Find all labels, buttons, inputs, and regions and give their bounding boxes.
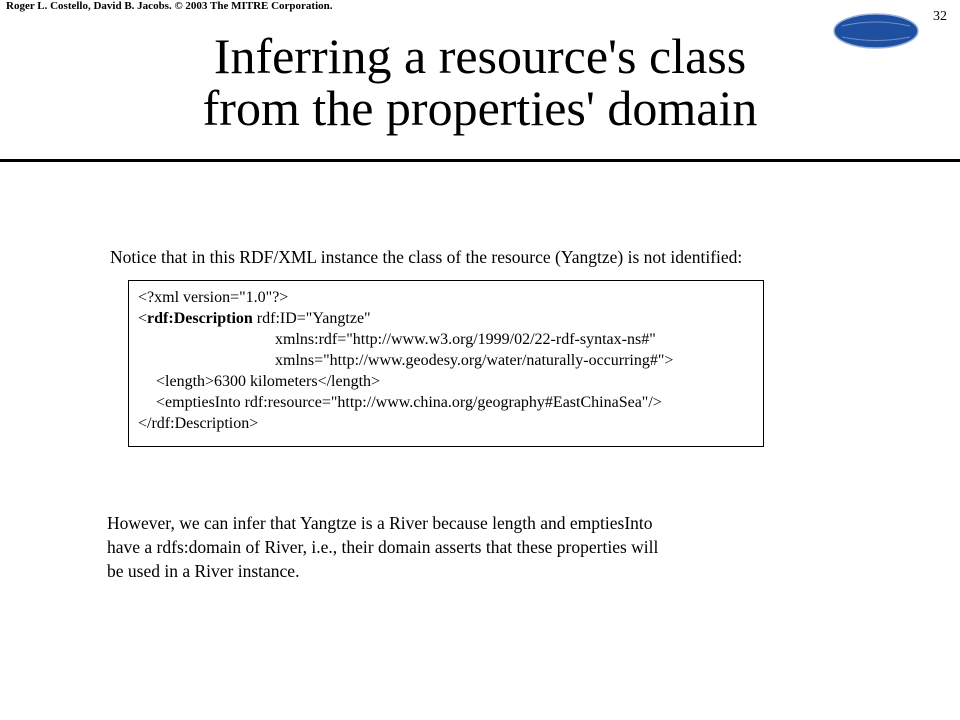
notice-text: Notice that in this RDF/XML instance the class of the resource (Yangtze) is not identified:: [110, 247, 743, 267]
code-line-length: <length>6300 kilometers</length>: [156, 373, 381, 390]
code-line-xml-decl: <?xml version="1.0"?>: [138, 289, 289, 306]
code-line-xmlns-rdf: xmlns:rdf="http://www.w3.org/1999/02/22-rdf-syntax-ns#": [275, 331, 656, 348]
code-line-xmlns-default: xmlns="http://www.geodesy.org/water/naturally-occurring#">: [275, 352, 674, 369]
code-line-description-open: [138, 308, 763, 329]
code-line-description-close: </rdf:Description>: [138, 415, 259, 432]
title-divider: [0, 159, 960, 162]
code-line-empties-into: <emptiesInto rdf:resource="http://www.china.org/geography#EastChinaSea"/>: [156, 394, 662, 411]
title-line-1: Inferring a resource's class: [213, 28, 747, 84]
code-description-tag: rdf:Description: [147, 310, 253, 327]
code-description-attr: rdf:ID="Yangtze": [252, 310, 371, 327]
slide-number: 32: [933, 9, 947, 24]
explanation-line-3: be used in a River instance.: [107, 561, 300, 581]
slide-title: [0, 30, 960, 134]
code-open-bracket: <: [138, 310, 148, 327]
explanation-line-1: However, we can infer that Yangtze is a River because length and emptiesInto: [107, 513, 653, 533]
inference-explanation: [107, 511, 807, 583]
explanation-line-2: have a rdfs:domain of River, i.e., their domain asserts that these properties will: [107, 537, 659, 557]
title-line-2: from the properties' domain: [202, 80, 758, 136]
rdf-xml-code-box: [128, 280, 764, 447]
copyright-credit: Roger L. Costello, David B. Jacobs. © 2003 The MITRE Corporation.: [6, 0, 333, 12]
